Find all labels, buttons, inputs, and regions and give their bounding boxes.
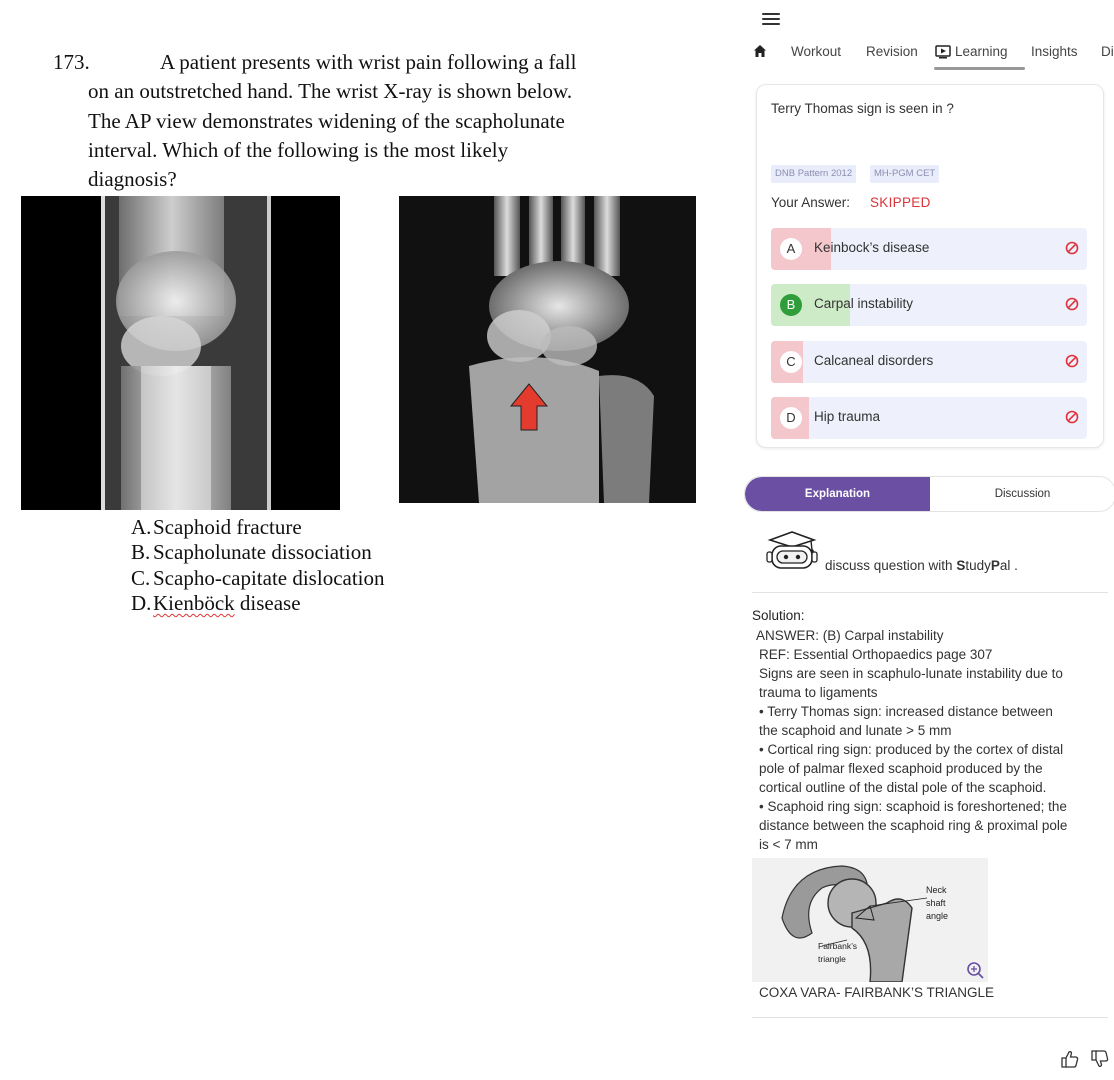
doc-option-d: D.Kienböck disease <box>131 591 301 615</box>
solution-line: the scaphoid and lunate > 5 mm <box>759 723 952 738</box>
question-line-4: interval. Which of the following is the most likely <box>88 138 509 162</box>
top-nav <box>744 36 1114 72</box>
option-d-letter: D <box>780 407 802 429</box>
solution-line: distance between the scaphoid ring & proximal pole <box>759 818 1068 833</box>
solution-line: pole of palmar flexed scaphoid produced by the <box>759 761 1043 776</box>
label-neck: Neck <box>926 885 947 895</box>
doc-option-b: B. Scapholunate dissociation <box>131 540 372 564</box>
play-screen-icon <box>935 45 951 59</box>
solution-ref: REF: Essential Orthopaedics page 307 <box>759 647 993 662</box>
nav-revision[interactable]: Revision <box>866 44 918 59</box>
tag-mhpgm: MH-PGM CET <box>870 165 939 183</box>
option-a-text: Keinbock’s disease <box>814 240 930 255</box>
tag-dnb: DNB Pattern 2012 <box>771 165 856 183</box>
solution-line: Signs are seen in scaphulo-lunate instability due to <box>759 666 1063 681</box>
option-d-text: Hip trauma <box>814 409 881 424</box>
nav-overflow-item[interactable]: Di <box>1101 44 1114 59</box>
label-shaft: shaft <box>926 898 946 908</box>
question-text: Terry Thomas sign is seen in ? <box>771 101 954 116</box>
doc-option-c: C. Scapho-capitate dislocation <box>131 566 385 590</box>
spellcheck-word: Kienböck <box>153 591 235 615</box>
question-line-3: The AP view demonstrates widening of the scapholunate <box>88 109 565 133</box>
not-selected-icon <box>1065 410 1079 424</box>
solution-line: cortical outline of the distal pole of the scaphoid. <box>759 780 1047 795</box>
question-line-2: on an outstretched hand. The wrist X-ray is shown below. <box>88 79 573 103</box>
option-b-letter: B <box>780 294 802 316</box>
divider <box>752 1017 1108 1018</box>
nav-learning[interactable]: Learning <box>955 44 1008 59</box>
thumbs-down-icon[interactable] <box>1090 1049 1110 1069</box>
your-answer-label: Your Answer: <box>771 195 851 210</box>
nav-workout[interactable]: Workout <box>791 44 842 59</box>
solution-answer: ANSWER: (B) Carpal instability <box>756 628 944 643</box>
answer-option-b[interactable] <box>771 284 1087 326</box>
solution-line: • Terry Thomas sign: increased distance between <box>759 704 1053 719</box>
question-line-1: A patient presents with wrist pain following a fall <box>160 50 577 74</box>
hamburger-menu-icon[interactable] <box>762 10 780 28</box>
divider <box>752 592 1108 593</box>
solution-title: Solution: <box>752 608 805 623</box>
your-answer-value: SKIPPED <box>870 195 931 210</box>
thumbs-up-icon[interactable] <box>1060 1049 1080 1069</box>
explanation-discussion-tabs <box>744 476 1114 512</box>
active-tab-indicator <box>934 67 1025 70</box>
label-fairbank: Fairbank’s <box>818 941 858 951</box>
option-a-letter: A <box>780 238 802 260</box>
solution-line: • Scaphoid ring sign: scaphoid is foreshortened; the <box>759 799 1067 814</box>
not-selected-icon <box>1065 297 1079 311</box>
solution-line: is < 7 mm <box>759 837 818 852</box>
doc-option-a: A.Scaphoid fracture <box>131 515 302 539</box>
not-selected-icon <box>1065 241 1079 255</box>
studypal-robot-icon[interactable] <box>764 530 820 572</box>
question-line-5: diagnosis? <box>88 167 177 191</box>
option-c-letter: C <box>780 351 802 373</box>
option-c-text: Calcaneal disorders <box>814 353 934 368</box>
studypal-prompt[interactable]: discuss question with StudyPal . <box>825 558 1018 573</box>
label-angle: angle <box>926 911 949 921</box>
tab-explanation[interactable]: Explanation <box>745 477 930 511</box>
solution-line: • Cortical ring sign: produced by the cortex of distal <box>759 742 1064 757</box>
tab-discussion[interactable]: Discussion <box>994 488 1051 500</box>
question-number: 173. <box>53 50 90 74</box>
option-b-text: Carpal instability <box>814 296 914 311</box>
home-icon[interactable] <box>753 44 767 58</box>
xray-ap-image <box>399 196 696 503</box>
solution-line: trauma to ligaments <box>759 685 878 700</box>
xray-lateral-image <box>21 196 340 510</box>
label-triangle: triangle <box>818 954 846 964</box>
answer-option-c[interactable] <box>771 341 1087 383</box>
nav-insights[interactable]: Insights <box>1031 44 1078 59</box>
answer-option-d[interactable] <box>771 397 1087 439</box>
coxa-vara-diagram[interactable] <box>752 858 988 982</box>
image-caption: COXA VARA- FAIRBANK’S TRIANGLE <box>759 985 995 1000</box>
not-selected-icon <box>1065 354 1079 368</box>
answer-option-a[interactable] <box>771 228 1087 270</box>
